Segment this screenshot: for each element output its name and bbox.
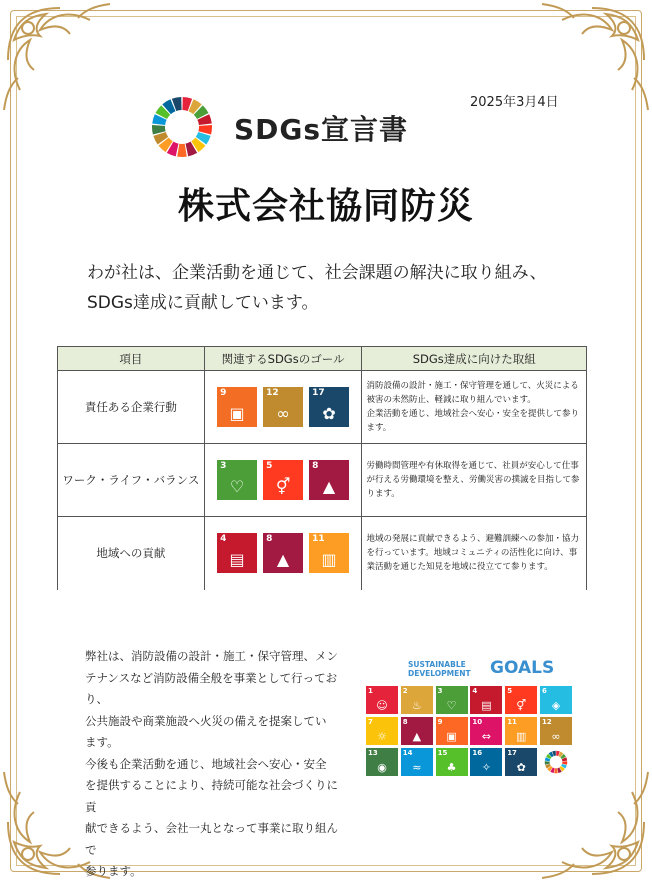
- sdg-goal-tile: [436, 717, 468, 745]
- goal-number: 6: [541, 687, 547, 695]
- wheel-segment: [177, 144, 187, 157]
- sdg-goal-tile: [470, 686, 502, 714]
- statement-line: 今後も企業活動を通じ、地域社会へ安心・安全: [85, 756, 327, 771]
- statement-line: 公共施設や商業施設へ火災の備えを提案してい: [85, 713, 327, 728]
- description-line: 企業活動を通じ、地域社会へ安心・安全を提供して参ります。: [366, 409, 579, 433]
- goal-number: 17: [312, 388, 325, 398]
- row-description: [362, 517, 587, 590]
- goal-number: 16: [472, 749, 483, 757]
- goal-number: 4: [220, 534, 227, 545]
- statement-line: 参ります。: [85, 864, 142, 878]
- goal-number: 17: [507, 749, 517, 757]
- goal-number: 8: [402, 718, 408, 726]
- sdg-goal-tile: [505, 748, 537, 776]
- row-item: ワーク・ライフ・バランス: [58, 444, 205, 517]
- goal-number: 12: [266, 388, 279, 398]
- goal-glyph: ✧: [481, 761, 491, 774]
- sdg-goal-tile: [505, 717, 537, 745]
- health-icon: [217, 460, 257, 500]
- header-actions: SDGs達成に向けた取組: [362, 347, 587, 371]
- goal-number: 12: [541, 718, 552, 726]
- goal-number: 9: [220, 388, 227, 398]
- goal-number: 7: [368, 718, 373, 726]
- wheel-segment: [554, 768, 558, 773]
- goal-glyph: ▲: [276, 550, 290, 570]
- sdg-goal-tile: [540, 717, 572, 745]
- sdg-goal-tile: [366, 717, 398, 745]
- corner-ornament-icon: [0, 0, 120, 120]
- goal-number: 1: [368, 687, 373, 695]
- sdg-goal-tile: [401, 686, 433, 714]
- row-goal-icons: [204, 444, 362, 517]
- sdg-goal-tile: [436, 686, 468, 714]
- header-goals: 関連するSDGsのゴール: [204, 347, 362, 371]
- gender-equality-icon: [263, 460, 303, 500]
- goal-glyph: ▥: [515, 730, 527, 743]
- sdg-goal-tile: [366, 748, 398, 776]
- goal-glyph: ♡: [446, 699, 457, 712]
- growth-icon: [309, 460, 349, 500]
- goal-glyph: ♡: [229, 477, 245, 496]
- header-item: 項目: [58, 347, 205, 371]
- goals-table: [57, 346, 587, 590]
- goal-glyph: ▤: [229, 550, 245, 570]
- sdg-goal-tile: [470, 748, 502, 776]
- sdg-goal-tile: [401, 748, 433, 776]
- goal-glyph: ⇔: [481, 730, 491, 743]
- corner-ornament-icon: [532, 762, 652, 882]
- goal-number: 11: [312, 534, 325, 545]
- goal-number: 5: [507, 687, 513, 695]
- goal-number: 3: [220, 461, 227, 471]
- goal-number: 2: [402, 687, 408, 695]
- infinity-icon: [263, 387, 303, 427]
- row-goal-icons: [204, 517, 362, 590]
- sdg-goal-tile: [366, 686, 398, 714]
- goal-glyph: ◈: [551, 699, 561, 712]
- intro-text: [87, 258, 587, 318]
- table-row: [58, 444, 587, 517]
- description-line: 地域の発展に貢献できるよう、避難訓練への参加・協力を行っています。地域コミュニティの活性化に向け、事業活動を通じた知見を地域に役立てて参ります。: [366, 534, 579, 573]
- description-line: 消防設備の設計・施工・保守管理を通して、火災による被害の未然防止、軽減に取り組んでいます。: [366, 381, 579, 405]
- declaration-date: 2025年3月4日: [470, 95, 559, 110]
- goal-number: 8: [266, 534, 273, 545]
- goal-number: 8: [312, 461, 319, 471]
- goal-glyph: ☼: [377, 730, 387, 743]
- row-description: [362, 444, 587, 517]
- goal-glyph: ⚥: [275, 477, 291, 496]
- company-name: 株式会社協同防災: [177, 186, 474, 227]
- row-item: 地域への貢献: [58, 517, 205, 590]
- sdg-goals-logo: [408, 658, 555, 678]
- goal-glyph: ▣: [446, 730, 457, 743]
- row-description: [362, 371, 587, 444]
- goal-number: 10: [472, 718, 483, 726]
- goal-glyph: ▲: [322, 477, 336, 496]
- declaration-title: SDGs宣言書: [234, 113, 409, 146]
- sdg-goals-grid: [366, 686, 572, 776]
- goal-number: 5: [266, 461, 273, 471]
- logo-development: DEVELOPMENT: [408, 669, 471, 678]
- intro-line: SDGs達成に貢献しています。: [87, 293, 319, 313]
- logo-sustainable: SUSTAINABLE: [408, 660, 466, 669]
- goal-number: 9: [437, 718, 443, 726]
- intro-line: わが社は、企業活動を通じて、社会課題の解決に取り組み、: [87, 263, 547, 283]
- goal-glyph: ▣: [229, 404, 245, 423]
- goal-number: 15: [437, 749, 448, 757]
- education-icon: [217, 533, 257, 573]
- description-line: 労働時間管理や有休取得を通じて、社員が安心して仕事が行える労働環境を整え、労働災害の撲滅を目指して参ります。: [366, 461, 580, 499]
- goal-number: 3: [437, 687, 443, 695]
- goal-number: 14: [402, 749, 413, 757]
- goal-number: 11: [507, 718, 517, 726]
- goal-glyph: ▤: [481, 699, 492, 712]
- sdg-goal-tile: [401, 717, 433, 745]
- table-header-row: [58, 347, 587, 371]
- industry-icon: [217, 387, 257, 427]
- table-row: [58, 517, 587, 590]
- sdg-goal-tile: [470, 717, 502, 745]
- table-row: [58, 371, 587, 444]
- city-icon: [309, 533, 349, 573]
- statement-line: ます。: [85, 735, 119, 749]
- goal-number: 4: [472, 687, 478, 695]
- statement-line: を提供することにより、持続可能な社会づくりに貢: [85, 778, 338, 814]
- statement-line: 献できるよう、会社一丸となって事業に取り組んで: [85, 821, 338, 857]
- goal-glyph: ⚥: [516, 699, 527, 712]
- partnership-icon: [309, 387, 349, 427]
- goal-glyph: ✿: [516, 761, 526, 774]
- goal-glyph: ♨: [411, 699, 422, 712]
- goal-number: 13: [368, 749, 378, 757]
- sdgs-wheel-icon: [150, 95, 214, 159]
- growth-icon: [263, 533, 303, 573]
- sdg-goal-tile: [436, 748, 468, 776]
- sdg-goal-tile: [540, 686, 572, 714]
- goal-glyph: ☺: [376, 699, 388, 712]
- row-goal-icons: [204, 371, 362, 444]
- goal-glyph: ◉: [377, 761, 387, 774]
- sdg-goal-tile: [505, 686, 537, 714]
- goal-glyph: ✿: [322, 404, 336, 423]
- goal-glyph: ∞: [276, 404, 290, 423]
- statement-line: 弊社は、消防設備の設計・施工・保守管理、メン: [85, 649, 338, 663]
- company-statement: [85, 646, 345, 882]
- goal-glyph: ≈: [412, 761, 422, 774]
- goal-glyph: ♣: [446, 761, 457, 774]
- statement-line: テナンスなど消防設備全般を事業として行っており、: [85, 670, 338, 706]
- goal-glyph: ▥: [321, 550, 337, 570]
- row-item: 責任ある企業行動: [58, 371, 205, 444]
- sdgs-wheel-icon: [540, 748, 572, 776]
- logo-goals-word: GOALS: [490, 658, 555, 678]
- goal-glyph: ∞: [551, 730, 561, 743]
- goal-glyph: ▲: [412, 730, 422, 743]
